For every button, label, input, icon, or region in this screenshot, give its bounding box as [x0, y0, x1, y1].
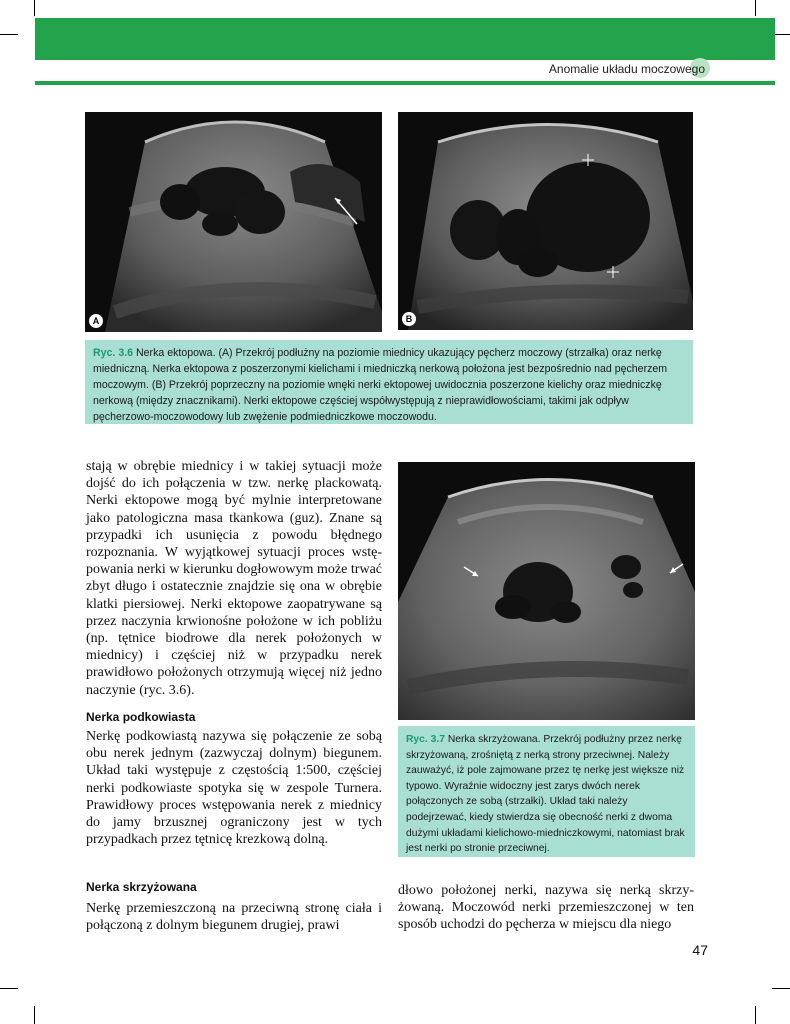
- paragraph: Nerkę podkowiastą nazywa się połączenie ze sobą obu nerek jednym (zazwyczaj dolnym) biegunem. Układ taki występuje z częstością 1:500, częściej nerki podkowiaste spotyka się w zespole Turnera. Prawidłowy proces wstępowania nerek z miednicy do jamy brzusznej ograniczony jest w tych przypadkach przez tętnicę krezkową dolną.: [86, 729, 382, 848]
- page-number: 47: [692, 942, 708, 958]
- figure-3-7-caption: [398, 726, 695, 857]
- ultrasound-image-a: [85, 112, 382, 332]
- section-heading: Nerka podkowiasta: [86, 710, 196, 724]
- caption-label: Ryc. 3.6: [93, 347, 134, 359]
- section-heading: Nerka skrzyżowana: [86, 880, 197, 894]
- caption-text: Nerka skrzyżowana. Przekrój podłużny przez nerkę skrzyżowaną, zrośniętą z nerką strony przeciwnej. Należy zauważyć, iż pole zajmowane przez tę nerkę jest większe niż typowo. Wyraźnie widoczny jest zarys dwóch nerek połączonych ze sobą (strzałki). Układ taki należy podejrzewać, kiedy stwierdza się obecność nerki z dwoma dużymi układami kielichowo-miedniczkowymi, natomiast brak jest nerki po stronie przeciwnej.: [406, 734, 685, 855]
- figure-3-6-caption: [85, 340, 693, 424]
- caption-label: Ryc. 3.7: [406, 734, 445, 745]
- header-band: [35, 18, 775, 60]
- crop-mark: [34, 1006, 35, 1024]
- crop-mark: [0, 34, 18, 35]
- crop-mark: [34, 0, 35, 16]
- header-rule: [35, 81, 775, 85]
- crop-mark: [0, 988, 18, 989]
- crop-mark: [772, 988, 790, 989]
- paragraph: stają w obrębie miednicy i w takiej sytuacji może dojść do ich połączenia w tzw. nerkę plackowatą. Nerki ektopowe mogą być mylnie interpretowane jako patologiczna masa tkankowa (guz). Znane są przypadki ich usunięcia z powodu błędnego rozpoznania. W wyjątkowej sytuacji proces wstępowania nerki w kierunku dogłowowym może trwać zbyt długo i ostatecznie znajdzie się ona w obrębie klatki piersiowej. Nerki ektopowe zaopatrywane są przez naczynia krwionośne położone w ich pobliżu (np. tętnice biodrowe dla nerek położonych w miednicy) i częściej niż w przypadku nerek prawidłowo położonych otrzymują więcej niż jedno naczynie (ryc. 3.6).: [86, 459, 382, 698]
- panel-label-b: B: [402, 312, 416, 326]
- ultrasound-image-b: [398, 112, 693, 330]
- paragraph: Nerkę przemieszczoną na przeciwną stronę ciała i połączoną z dolnym biegunem drugiej, prawi: [86, 901, 382, 934]
- crop-mark: [755, 0, 756, 16]
- paragraph: dłowo położonej nerki, nazywa się nerką skrzyżowaną. Moczowód nerki przemieszczonej w ten sposób uchodzi do pęcherza w miejscu dla niego: [398, 883, 694, 933]
- ultrasound-image-3-7: [398, 462, 695, 720]
- crop-mark: [755, 1006, 756, 1024]
- running-title: Anomalie układu moczowego: [548, 62, 705, 76]
- panel-label-a: A: [89, 314, 103, 328]
- caption-text: Nerka ektopowa. (A) Przekrój podłużny na poziomie miednicy ukazujący pęcherz moczowy (strzałka) oraz nerkę miedniczną. Nerka ektopowa z poszerzonymi kielichami i miedniczką nerkową położona jest bezpośrednio nad pęcherzem moczowym. (B) Przekrój poprzeczny na poziomie wnęki nerki ektopowej uwidocznia poszerzone kielichy oraz miedniczkę nerkową (między znacznikami). Nerki ektopowe częściej współwystępują z nieprawidłowościami, takimi jak odpływ pęcherzowo-moczowodowy lub zwężenie podmiedniczkowe moczowodu.: [93, 347, 668, 423]
